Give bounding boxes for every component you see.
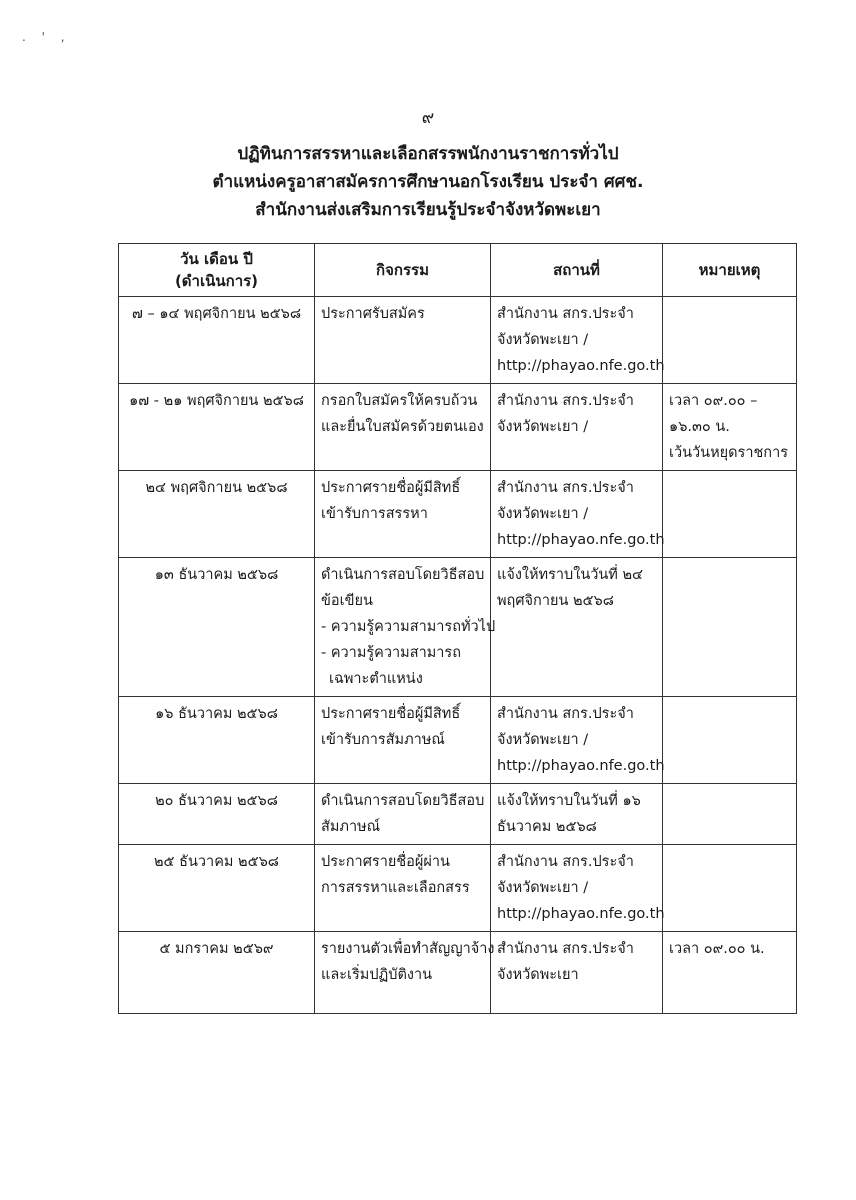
activity-line: ประกาศรายชื่อผู้มีสิทธิ์ [321,706,461,722]
scan-speck: . ' , [22,30,71,44]
cell-date: ๒๕ ธันวาคม ๒๕๖๘ [119,845,315,932]
place-line: จังหวัดพะเยา / [497,732,589,748]
cell-date: ๑๗ - ๒๑ พฤศจิกายน ๒๕๖๘ [119,384,315,471]
cell-place [491,471,663,558]
title-line-3: สำนักงานส่งเสริมการเรียนรู้ประจำจังหวัดพะเยา [255,200,601,220]
place-line: สำนักงาน สกร.ประจำ [497,480,634,496]
cell-place [491,932,663,1014]
table-row [119,845,797,932]
activity-line: - ความรู้ความสามารถ [321,645,461,661]
cell-activity [315,932,495,1014]
activity-line: การสรรหาและเลือกสรร [321,880,470,896]
cell-note [663,932,797,1014]
cell-place [491,784,663,845]
cell-place [491,845,663,932]
cell-date: ๒๔ พฤศจิกายน ๒๕๖๘ [119,471,315,558]
table-row [119,558,797,697]
activity-line: ประกาศรายชื่อผู้ผ่าน [321,854,450,870]
place-line: จังหวัดพะเยา [497,967,579,983]
cell-activity [315,384,491,471]
table-row [119,471,797,558]
cell-place [491,384,663,471]
table-row [119,784,797,845]
note-line: เวลา ๐๙.๐๐ น. [669,941,765,957]
place-line: สำนักงาน สกร.ประจำ [497,706,634,722]
place-line: แจ้งให้ทราบในวันที่ ๑๖ [497,793,641,809]
activity-line: สัมภาษณ์ [321,819,381,835]
header-place: สถานที่ [491,244,663,297]
note-line: เว้นวันหยุดราชการ [669,445,789,461]
place-line: สำนักงาน สกร.ประจำ [497,941,634,957]
place-line: จังหวัดพะเยา / [497,506,589,522]
cell-activity [315,471,491,558]
activity-line: เฉพาะตำแหน่ง [329,671,423,687]
cell-note [663,845,797,932]
table-header-row [119,244,797,297]
cell-note [663,697,797,784]
table-row [119,932,797,1014]
cell-note [663,784,797,845]
activity-line: ประกาศรับสมัคร [321,306,425,322]
place-line: สำนักงาน สกร.ประจำ [497,854,634,870]
place-line: แจ้งให้ทราบในวันที่ ๒๔ [497,567,643,583]
place-line: สำนักงาน สกร.ประจำ [497,306,634,322]
header-activity: กิจกรรม [315,244,491,297]
cell-activity [315,845,491,932]
table-row [119,297,797,384]
activity-line: - ความรู้ความสามารถทั่วไป [321,619,496,635]
title-line-1: ปฏิทินการสรรหาและเลือกสรรพนักงานราชการทั่วไป [237,144,619,164]
activity-line: เข้ารับการสรรหา [321,506,428,522]
page-number: ๙ [421,108,435,128]
cell-note [663,558,797,697]
cell-activity [315,784,491,845]
note-line: ๑๖.๓๐ น. [669,419,730,435]
header-date [119,244,315,297]
activity-line: กรอกใบสมัครให้ครบถ้วน [321,393,478,409]
note-line: เวลา ๐๙.๐๐ – [669,393,758,409]
cell-activity [315,697,491,784]
cell-date: ๑๖ ธันวาคม ๒๕๖๘ [119,697,315,784]
activity-line: ข้อเขียน [321,593,373,609]
cell-place [491,297,663,384]
activity-line: และยื่นใบสมัครด้วยตนเอง [321,419,484,435]
header-note: หมายเหตุ [663,244,797,297]
place-line: สำนักงาน สกร.ประจำ [497,393,634,409]
document-title [0,140,856,224]
schedule-body [119,297,797,1014]
place-line: http://phayao.nfe.go.th [497,358,665,374]
table-row [119,697,797,784]
activity-line: ดำเนินการสอบโดยวิธีสอบ [321,567,485,583]
activity-line: และเริ่มปฏิบัติงาน [321,967,433,983]
header-date-line-1: วัน เดือน ปี [180,250,253,268]
activity-line: ดำเนินการสอบโดยวิธีสอบ [321,793,485,809]
place-line: http://phayao.nfe.go.th [497,906,665,922]
place-line: พฤศจิกายน ๒๕๖๘ [497,593,614,609]
activity-line: เข้ารับการสัมภาษณ์ [321,732,445,748]
schedule-table [118,243,797,1014]
cell-date: ๒๐ ธันวาคม ๒๕๖๘ [119,784,315,845]
cell-place [491,697,663,784]
cell-note [663,384,797,471]
cell-activity [315,558,496,697]
place-line: ธันวาคม ๒๕๖๘ [497,819,597,835]
cell-note [663,471,797,558]
place-line: http://phayao.nfe.go.th [497,758,665,774]
cell-place [491,558,663,697]
cell-date: ๑๓ ธันวาคม ๒๕๖๘ [119,558,315,697]
cell-note [663,297,797,384]
header-date-line-2: (ดำเนินการ) [174,272,259,290]
place-line: http://phayao.nfe.go.th [497,532,665,548]
place-line: จังหวัดพะเยา / [497,332,589,348]
cell-activity [315,297,491,384]
activity-line: ประกาศรายชื่อผู้มีสิทธิ์ [321,480,461,496]
place-line: จังหวัดพะเยา / [497,880,589,896]
title-line-2: ตำแหน่งครูอาสาสมัครการศึกษานอกโรงเรียน ประจำ ศศช. [212,172,644,192]
cell-date: ๗ – ๑๔ พฤศจิกายน ๒๕๖๘ [119,297,315,384]
activity-line: รายงานตัวเพื่อทำสัญญาจ้าง [321,941,495,957]
place-line: จังหวัดพะเยา / [497,419,589,435]
table-row [119,384,797,471]
cell-date: ๕ มกราคม ๒๕๖๙ [119,932,315,1014]
